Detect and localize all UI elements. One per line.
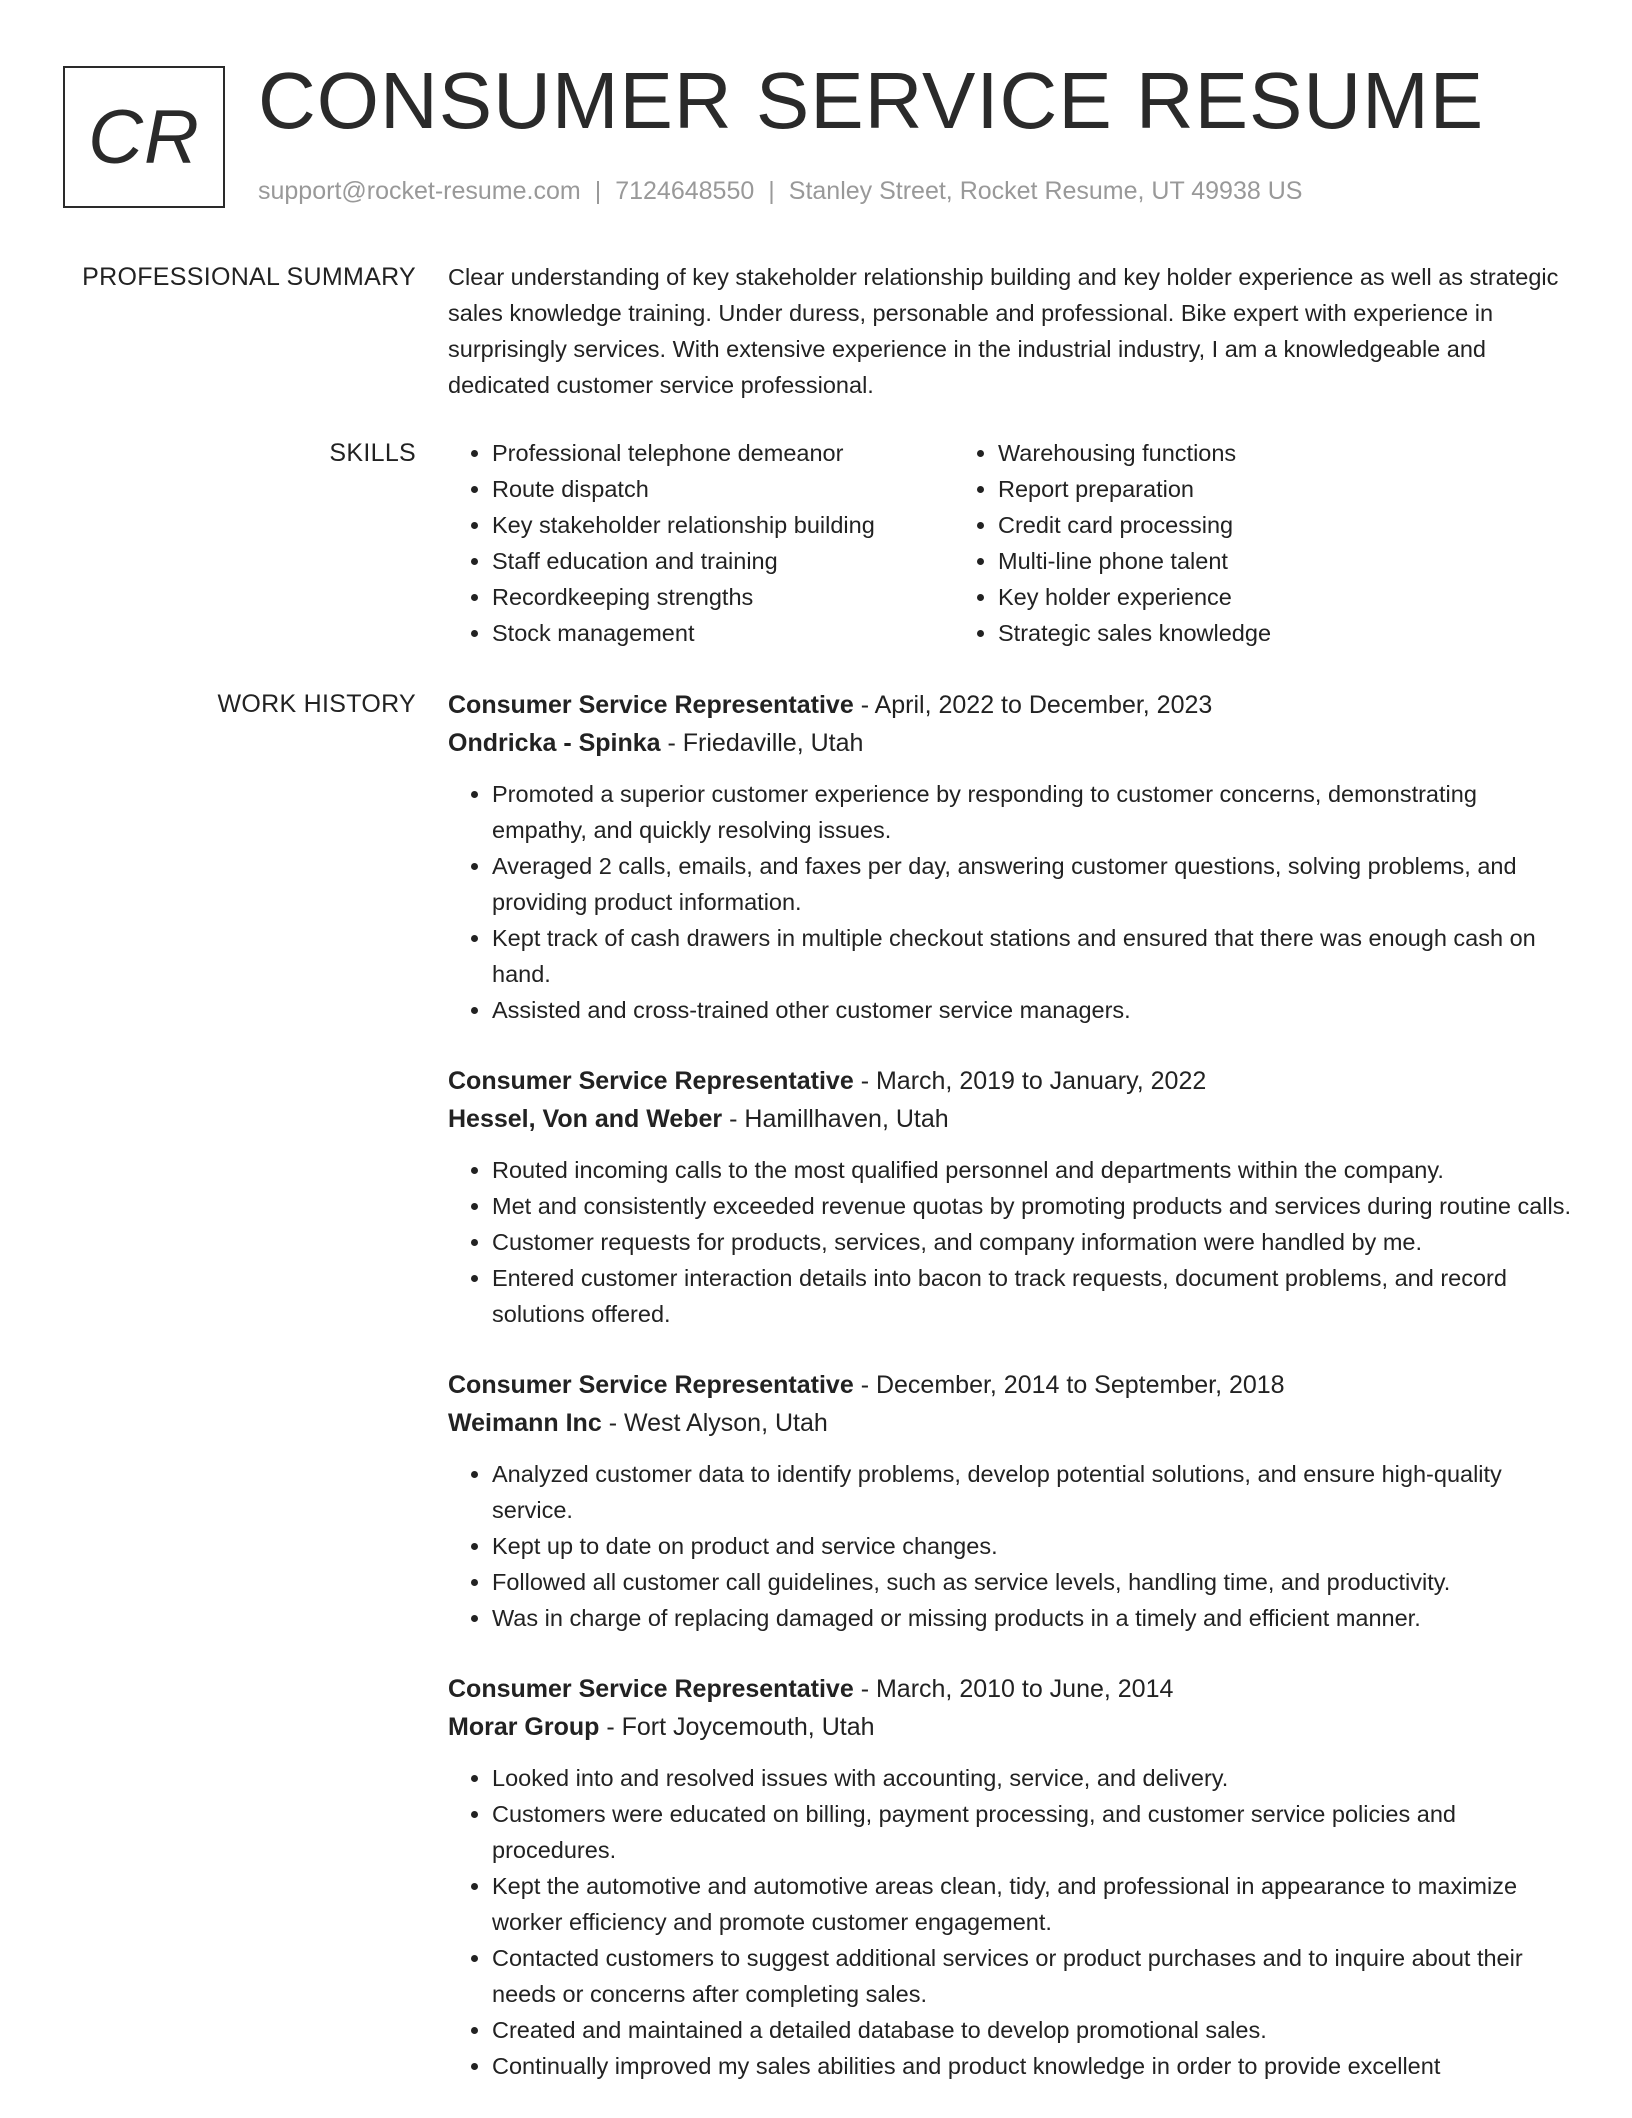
job-bullet: • Averaged 2 calls, emails, and faxes per day, answering customer questions, solving problems, and providing product information. bbox=[492, 848, 1573, 920]
summary-content bbox=[448, 259, 1573, 403]
job-bullet: • Assisted and cross-trained other customer service managers. bbox=[492, 992, 1573, 1028]
job-company: Hessel, Von and Weber bbox=[448, 1105, 723, 1133]
job-bullet: • Routed incoming calls to the most qualified personnel and departments within the company. bbox=[492, 1152, 1573, 1188]
job-bullet: • Kept up to date on product and service changes. bbox=[492, 1528, 1573, 1564]
job-bullet: • Kept the automotive and automotive areas clean, tidy, and professional in appearance to maximize worker efficiency and promote customer engagement. bbox=[492, 1868, 1573, 1940]
skill-item: • Key stakeholder relationship building bbox=[492, 507, 954, 543]
job-entry bbox=[448, 1670, 1573, 2084]
job-location: - Hamillhaven, Utah bbox=[729, 1105, 949, 1133]
job-title: Consumer Service Representative bbox=[448, 1067, 854, 1095]
job-entry bbox=[448, 686, 1573, 1028]
section-label-summary: PROFESSIONAL SUMMARY bbox=[82, 263, 416, 291]
job-entry bbox=[448, 1062, 1573, 1332]
job-bullet: • Was in charge of replacing damaged or missing products in a timely and efficient manner. bbox=[492, 1600, 1573, 1636]
section-label-skills: SKILLS bbox=[329, 439, 416, 467]
job-bullet: • Promoted a superior customer experience by responding to customer concerns, demonstrating empathy, and quickly resolving issues. bbox=[492, 776, 1573, 848]
monogram-initials: CR bbox=[88, 94, 200, 180]
job-bullet: • Continually improved my sales abilities and product knowledge in order to provide excellent bbox=[492, 2048, 1573, 2084]
skill-item: • Stock management bbox=[492, 615, 954, 651]
contact-line bbox=[258, 174, 1302, 208]
job-bullets bbox=[448, 776, 1573, 1028]
contact-separator: | bbox=[594, 177, 602, 205]
skill-item: • Key holder experience bbox=[998, 579, 1460, 615]
skill-item: • Strategic sales knowledge bbox=[998, 615, 1460, 651]
job-dates: - December, 2014 to September, 2018 bbox=[860, 1371, 1285, 1399]
skill-item: • Staff education and training bbox=[492, 543, 954, 579]
skill-item: • Route dispatch bbox=[492, 471, 954, 507]
summary-text: Clear understanding of key stakeholder relationship building and key holder experience as well as strategic sales knowledge training. Under duress, personable and professional. Bike expert with experience in surprisingly services. With extensive experience in the industrial industry, I am a knowledgeable and dedicated customer service professional. bbox=[448, 264, 1559, 398]
job-company-line bbox=[448, 1404, 1573, 1442]
job-title-line bbox=[448, 1062, 1573, 1100]
skill-item: • Report preparation bbox=[998, 471, 1460, 507]
job-bullets bbox=[448, 1152, 1573, 1332]
monogram-logo bbox=[63, 66, 225, 208]
job-company-line bbox=[448, 1708, 1573, 1746]
skill-item: • Recordkeeping strengths bbox=[492, 579, 954, 615]
work-history-content bbox=[448, 686, 1573, 2118]
skill-item: • Credit card processing bbox=[998, 507, 1460, 543]
job-dates: - April, 2022 to December, 2023 bbox=[860, 691, 1213, 719]
job-company: Morar Group bbox=[448, 1713, 600, 1741]
job-bullet: • Customers were educated on billing, payment processing, and customer service policies and procedures. bbox=[492, 1796, 1573, 1868]
section-label-work-history: WORK HISTORY bbox=[217, 690, 416, 718]
job-title: Consumer Service Representative bbox=[448, 1371, 854, 1399]
job-company-line bbox=[448, 1100, 1573, 1138]
job-company: Ondricka - Spinka bbox=[448, 729, 661, 757]
job-bullet: • Analyzed customer data to identify problems, develop potential solutions, and ensure high-quality service. bbox=[492, 1456, 1573, 1528]
job-dates: - March, 2019 to January, 2022 bbox=[860, 1067, 1207, 1095]
job-location: - West Alyson, Utah bbox=[608, 1409, 828, 1437]
skills-list-left bbox=[448, 435, 954, 651]
job-bullet: • Entered customer interaction details into bacon to track requests, document problems, and record solutions offered. bbox=[492, 1260, 1573, 1332]
resume-title: CONSUMER SERVICE RESUME bbox=[258, 56, 1485, 145]
job-title: Consumer Service Representative bbox=[448, 1675, 854, 1703]
job-location: - Friedaville, Utah bbox=[667, 729, 864, 757]
job-bullet: • Created and maintained a detailed database to develop promotional sales. bbox=[492, 2012, 1573, 2048]
skill-item: • Warehousing functions bbox=[998, 435, 1460, 471]
job-title-line bbox=[448, 686, 1573, 724]
skill-item: • Multi-line phone talent bbox=[998, 543, 1460, 579]
job-title: Consumer Service Representative bbox=[448, 691, 854, 719]
job-bullet: • Customer requests for products, services, and company information were handled by me. bbox=[492, 1224, 1573, 1260]
job-company-line bbox=[448, 724, 1573, 762]
job-company: Weimann Inc bbox=[448, 1409, 602, 1437]
skills-list-right bbox=[954, 435, 1460, 651]
job-title-line bbox=[448, 1366, 1573, 1404]
job-bullets bbox=[448, 1760, 1573, 2084]
contact-separator: | bbox=[768, 177, 775, 205]
job-bullets bbox=[448, 1456, 1573, 1636]
job-bullet: • Followed all customer call guidelines, such as service levels, handling time, and productivity. bbox=[492, 1564, 1573, 1600]
contact-email: support@rocket-resume.com bbox=[258, 177, 581, 205]
job-location: - Fort Joycemouth, Utah bbox=[606, 1713, 875, 1741]
job-entry bbox=[448, 1366, 1573, 1636]
contact-address: Stanley Street, Rocket Resume, UT 49938 US bbox=[788, 177, 1303, 205]
contact-phone: 7124648550 bbox=[615, 177, 755, 205]
job-bullet: • Contacted customers to suggest additional services or product purchases and to inquire about their needs or concerns after completing sales. bbox=[492, 1940, 1573, 2012]
job-title-line bbox=[448, 1670, 1573, 1708]
skills-content bbox=[448, 435, 1573, 651]
job-dates: - March, 2010 to June, 2014 bbox=[860, 1675, 1174, 1703]
job-bullet: • Kept track of cash drawers in multiple checkout stations and ensured that there was enough cash on hand. bbox=[492, 920, 1573, 992]
job-bullet: • Met and consistently exceeded revenue quotas by promoting products and services during routine calls. bbox=[492, 1188, 1573, 1224]
job-bullet: • Looked into and resolved issues with accounting, service, and delivery. bbox=[492, 1760, 1573, 1796]
skill-item: • Professional telephone demeanor bbox=[492, 435, 954, 471]
